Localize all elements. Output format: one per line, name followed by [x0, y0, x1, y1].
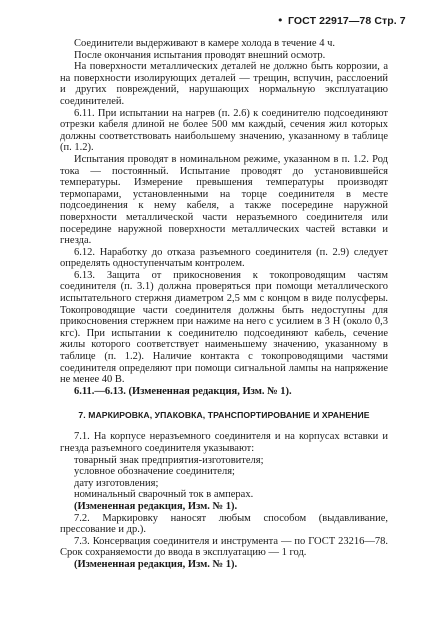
document-body — [60, 38, 388, 571]
list-item: номинальный сварочный ток в амперах. — [74, 489, 254, 501]
standard-number: ГОСТ 22917—78 Стр. 7 — [288, 15, 406, 27]
list-item: товарный знак предприятия-изготовителя; — [74, 454, 264, 466]
clause-7-1: 7.1. На корпусе неразъемного соединителя и на корпусах вставки и гнезда разъемного соединителя указывают: — [60, 431, 388, 454]
clause-7-2: 7.2. Маркировку наносят любым способом (выдавливание, прессование и др.). — [60, 512, 388, 536]
section-7-title: 7. МАРКИРОВКА, УПАКОВКА, ТРАНСПОРТИРОВАНИЕ И ХРАНЕНИЕ — [78, 410, 370, 421]
page-header — [0, 14, 424, 30]
clause-6-12: 6.12. Наработку до отказа разъемного соединителя (п. 2.9) следует определять одноступенчатым контролем. — [60, 246, 388, 270]
clause-6-13: 6.13. Защита от прикосновения к токопроводящим частям соединителя (п. 3.1) должна проверяться при помощи металлического испытательного стержня диаметром 2,5 мм с концом в виде полусферы. Токопроводящие части соединителя должны быть недоступны для прикосновения стержнем при нажиме на него с усилием в 3 Н (около 0,3 кгс). При испытании к соединителю подсоединяют кабель, сечение жилы которого соответствует наименьшему значению, указанному в таблице (п. 1.2). Наличие контакта с токопроводящими частями соединителя определяют при помощи сигнальной лампы на напряжение не менее 40 В. — [60, 269, 388, 386]
paragraph: Испытания проводят в номинальном режиме, указанном в п. 1.2. Род тока — постоянный. Испытание проводят до установившейся температуры. Измерение превышения температуры производят термопарами, установленными на торце соединителя в месте подсоединения к нему кабеля, а также посередине наружной поверхности металлической части неразъемного соединителя или посередине наружной поверхности металлических частей вставки и гнезда. — [60, 153, 388, 247]
amendment-note: (Измененная редакция, Изм. № 1). — [74, 558, 238, 570]
list-item: дату изготовления; — [74, 477, 159, 489]
list-item: условное обозначение соединителя; — [74, 466, 235, 478]
clause-6-11: 6.11. При испытании на нагрев (п. 2.6) к соединителю подсоединяют отрезки кабеля длиной не более 500 мм каждый, сечения жил которых должны соответствовать наибольшему значению, указанному в таблице (п. 1.2). — [60, 107, 388, 154]
amendment-note: (Измененная редакция, Изм. № 1). — [74, 500, 238, 512]
paragraph: Соединители выдерживают в камере холода в течение 4 ч. — [74, 38, 335, 49]
paragraph: После окончания испытания проводят внешний осмотр. — [74, 49, 326, 61]
paragraph: На поверхности металлических деталей не должно быть коррозии, а на поверхности изолирующих деталей — трещин, вспучин, расслоений и других повреждений, нарушающих нормальную эксплуатацию соединителей. — [60, 61, 388, 107]
clause-7-3: 7.3. Консервация соединителя и инструмента — по ГОСТ 23216—78. Срок сохраняемости до ввода в эксплуатацию — 1 год. — [60, 535, 388, 559]
amendment-note: 6.11.—6.13. (Измененная редакция, Изм. № 1). — [74, 385, 292, 397]
header-bullet: • — [277, 14, 284, 27]
